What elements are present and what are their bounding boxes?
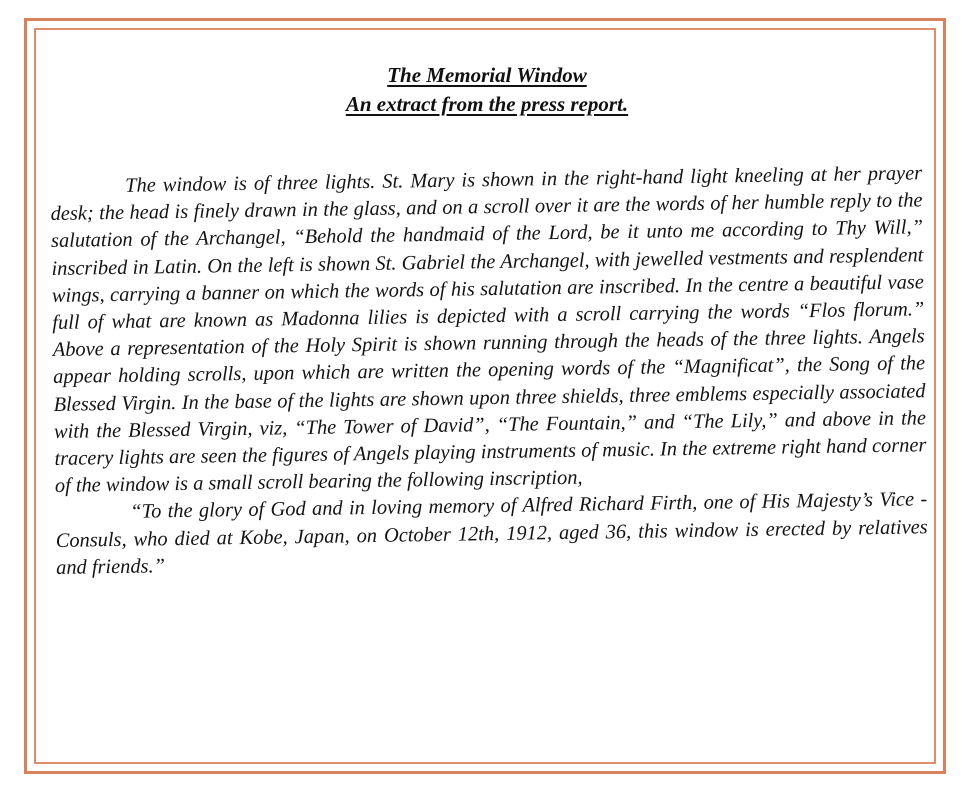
document-subtitle: An extract from the press report. (345, 92, 629, 116)
document-title: The Memorial Window (387, 63, 587, 87)
paragraph-window-description: The window is of three lights. St. Mary is shown in the right-hand light kneeling at her prayer desk; the head is finely drawn in the glass, and on a scroll over it are the words of her humble reply to the salutation of the Archangel, “Behold the handmaid of the Lord, be it unto me according to Thy Will,” inscribed in Latin. On the left is shown St. Gabriel the Archangel, with jewelled vestments and resplendent wings, carrying a banner on which the words of his salutation are inscribed. In the centre a beautiful vase full of what are known as Madonna lilies is depicted with a scroll carrying the words “Flos florum.” Above a representation of the Holy Spirit is shown running through the heads of the three lights. Angels appear holding scrolls, upon which are written the opening words of the “Magnificat”, the Song of the Blessed Virgin. In the base of the lights are shown upon three shields, three emblems especially associated with the Blessed Virgin, viz, “The Tower of David”, “The Fountain,” and “The Lily,” and above in the tracery lights are seen the figures of Angels playing instruments of music. In the extreme right hand corner of the window is a small scroll bearing the following inscription, (50, 162, 927, 498)
paragraph-inscription: “To the glory of God and in loving memory of Alfred Richard Firth, one of His Majesty’s Vice - Consuls, who died at Kobe, Japan, on October 12th, 1912, aged 36, this window is erected by relatives and friends.” (55, 488, 928, 579)
document-body (50, 160, 928, 582)
